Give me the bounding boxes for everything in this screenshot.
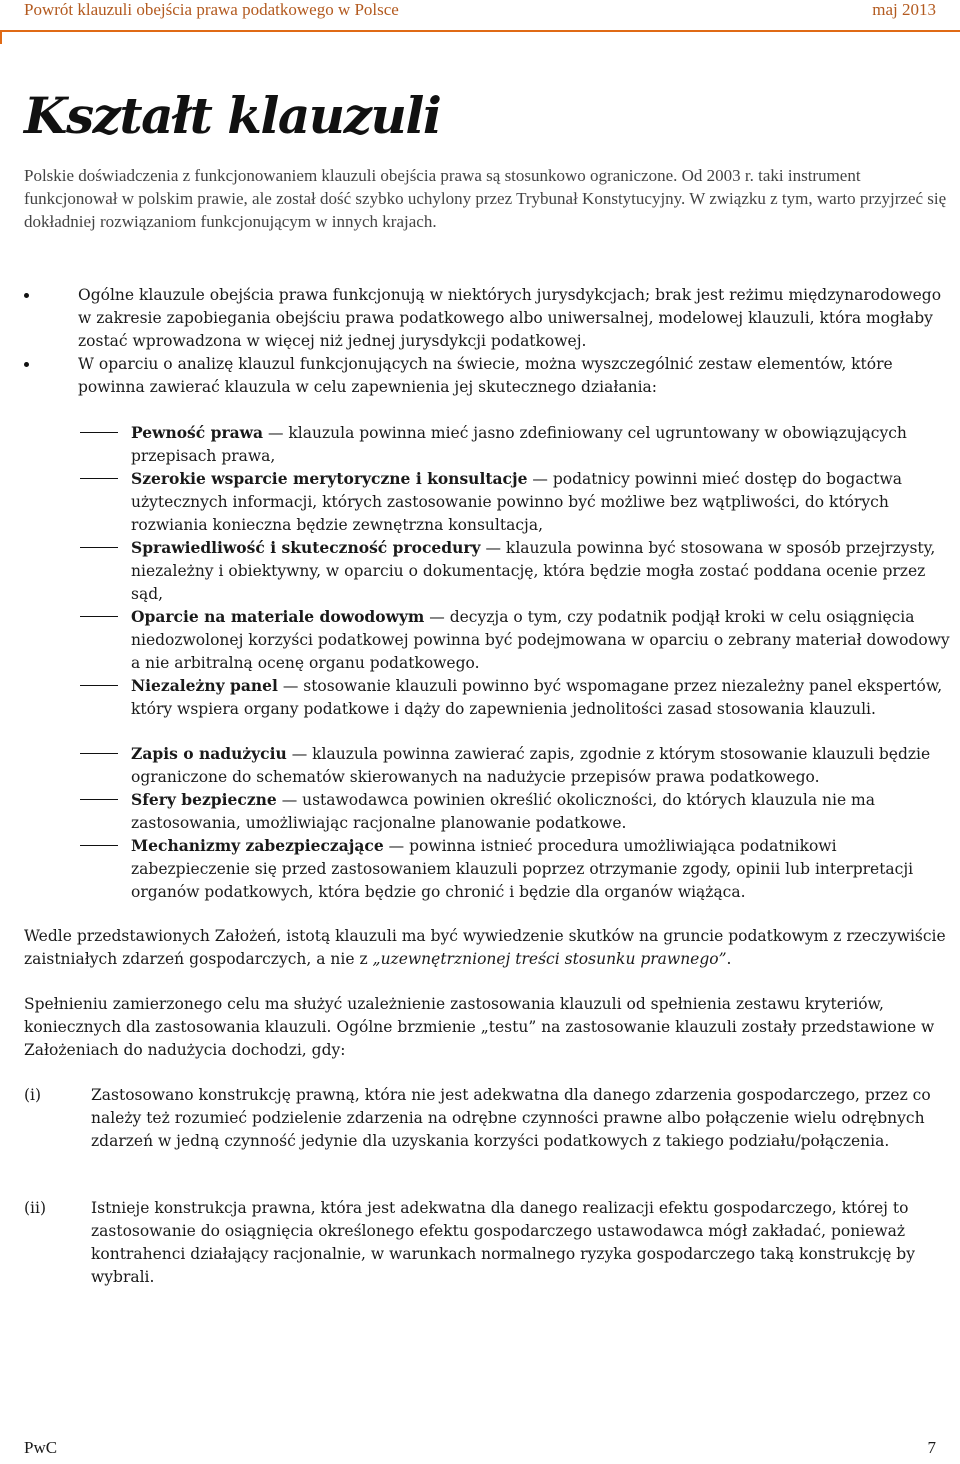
paragraph-essence [24, 925, 954, 971]
element-text: Oparcie na materiale dowodowym — decyzja o tym, czy podatnik podjął kroki w celu osiągnięcia niedozwolonej korzyści podatkowej powinna być podejmowana w oparciu o zebrany materiał dowodowy a nie arbitralną ocenę organu podatkowego. [131, 607, 950, 672]
bullet-dot-icon [24, 293, 29, 298]
criterion-text: Zastosowano konstrukcję prawną, która nie jest adekwatna dla danego zdarzenia gospodarczego, przez co należy też rozumieć podzielenie zdarzenia na odrębne czynności prawne albo połączenie wielu odrębnych zdarzeń w jedną czynność jedynie dla uzyskania korzyści podatkowych z takiego podziału/połączenia. [91, 1086, 931, 1150]
dash-icon [80, 547, 118, 548]
header-title: Powrót klauzuli obejścia prawa podatkowego w Polsce [24, 0, 399, 19]
paragraph-essence-start: Wedle przedstawionych Założeń, istotą klauzuli ma być wywiedzenie skutków na gruncie podatkowym z rzeczywiście zaistniałych zdarzeń gospodarczych, a nie z [24, 927, 946, 968]
dash-icon [80, 432, 118, 433]
dash-icon [80, 616, 118, 617]
criterion-number: (ii) [24, 1199, 47, 1217]
bullet-text: W oparciu o analizę klauzul funkcjonujących na świecie, można wyszczególnić zestaw elementów, które powinna zawierać klauzula w celu zapewnienia jej skutecznego działania: [78, 355, 893, 396]
element-desc: podatnicy powinni mieć dostęp do bogactwa użytecznych informacji, których zastosowanie powinno być możliwe bez wątpliwości, do których rozwiania konieczna będzie zewnętrzna konsultacja, [131, 470, 903, 534]
element-term: Sprawiedliwość i skuteczność procedury [131, 538, 481, 557]
bullet-text: Ogólne klauzule obejścia prawa funkcjonują w niektórych jurysdykcjach; brak jest reżimu międzynarodowego w zakresie zapobiegania obejściu prawa podatkowego albo uniwersalnej, modelowej klauzuli, która mogłaby zostać wprowadzona w więcej niż jednej jurysdykcji podatkowej. [78, 286, 942, 350]
dash-icon [80, 799, 118, 800]
page-footer [24, 1438, 936, 1460]
header-rule-tick [0, 30, 2, 44]
header-date: maj 2013 [872, 0, 936, 19]
intro-paragraph: Polskie doświadczenia z funkcjonowaniem klauzuli obejścia prawa są stosunkowo ograniczone. Od 2003 r. taki instrument funkcjonował w polskim prawie, ale został dość szybko uchylony przez Trybunał Konstytucyjny. W związku z tym, warto przyjrzeć się dokładniej rozwiązaniom funkcjonującym w innych krajach. [24, 166, 947, 231]
element-desc: decyzja o tym, czy podatnik podjął kroki w celu osiągnięcia niedozwolonej korzyści podatkowej powinna być podejmowana w oparciu o zebrany materiał dowodowy a nie arbitralną ocenę organu podatkowego. [131, 608, 950, 672]
dash-icon [80, 753, 118, 754]
paragraph-essence-end: . [726, 950, 732, 968]
element-term: Pewność prawa [131, 423, 264, 442]
element-desc: powinna istnieć procedura umożliwiająca podatnikowi zabezpieczenie się przed zastosowaniem klauzuli poprzez otrzymanie zgody, opinii lub interpretacji organów podatkowych, która będzie go chronić i będzie dla organów wiążąca. [131, 837, 914, 901]
element-desc: stosowanie klauzuli powinno być wspomagane przez niezależny panel ekspertów, który wspiera organy podatkowe i dąży do zapewnienia jednolitości zasad stosowania klauzuli. [131, 677, 943, 718]
page-number: 7 [927, 1438, 936, 1457]
element-text: Szerokie wsparcie merytoryczne i konsultacje — podatnicy powinni mieć dostęp do bogactwa użytecznych informacji, których zastosowanie powinno być możliwe bez wątpliwości, do których rozwiania konieczna będzie zewnętrzna konsultacja, [131, 469, 903, 534]
dash-icon [80, 685, 118, 686]
element-desc: klauzula powinna zawierać zapis, zgodnie z którym stosowanie klauzuli będzie ograniczone do schematów skierowanych na nadużycie przepisów prawa podatkowego. [131, 745, 931, 786]
element-text: Mechanizmy zabezpieczające — powinna istnieć procedura umożliwiająca podatnikowi zabezpieczenie się przed zastosowaniem klauzuli poprzez otrzymanie zgody, opinii lub interpretacji organów podatkowych, która będzie go chronić i będzie dla organów wiążąca. [131, 836, 914, 901]
element-text: Niezależny panel — stosowanie klauzuli powinno być wspomagane przez niezależny panel ekspertów, który wspiera organy podatkowe i dąży do zapewnienia jednolitości zasad stosowania klauzuli. [131, 676, 943, 718]
page-header [24, 0, 936, 22]
dash-icon [80, 478, 118, 479]
paragraph-essence-quote: „uzewnętrznionej treści stosunku prawnego” [372, 950, 727, 968]
criterion-text: Istnieje konstrukcja prawna, która jest adekwatna dla danego realizacji efektu gospodarczego, której to zastosowanie do osiągnięcia określonego efektu gospodarczego ustawodawca mógł zakładać, ponieważ kontrahenci działający racjonalnie, w warunkach normalnego ryzyka gospodarczego taką konstrukcję by wybrali. [91, 1199, 915, 1286]
element-text: Sfery bezpieczne — ustawodawca powinien określić okoliczności, do których klauzula nie ma zastosowania, umożliwiając racjonalne planowanie podatkowe. [131, 790, 875, 832]
element-term: Zapis o nadużyciu [131, 744, 287, 763]
header-rule [0, 30, 960, 32]
section-heading: Kształt klauzuli [24, 86, 441, 145]
element-term: Sfery bezpieczne [131, 790, 277, 809]
bullet-dot-icon [24, 362, 29, 367]
element-text: Sprawiedliwość i skuteczność procedury — klauzula powinna być stosowana w sposób przejrzysty, niezależny i obiektywny, w oparciu o dokumentację, która będzie mogła zostać poddana ocenie przez sąd, [131, 538, 936, 603]
element-term: Mechanizmy zabezpieczające [131, 836, 384, 855]
criterion-number: (i) [24, 1086, 42, 1104]
footer-brand: PwC [24, 1438, 58, 1457]
element-term: Oparcie na materiale dowodowym [131, 607, 425, 626]
element-desc: klauzula powinna mieć jasno zdefiniowany cel ugruntowany w obowiązujących przepisach prawa, [131, 424, 907, 465]
paragraph-criteria-intro: Spełnieniu zamierzonego celu ma służyć uzależnienie zastosowania klauzuli od spełnienia zestawu kryteriów, koniecznych dla zastosowania klauzuli. Ogólne brzmienie „testu” na zastosowanie klauzuli zostały przedstawione w Założeniach do nadużycia dochodzi, gdy: [24, 995, 935, 1059]
element-text: Zapis o nadużyciu — klauzula powinna zawierać zapis, zgodnie z którym stosowanie klauzuli będzie ograniczone do schematów skierowanych na nadużycie przepisów prawa podatkowego. [131, 744, 931, 786]
element-text: Pewność prawa — klauzula powinna mieć jasno zdefiniowany cel ugruntowany w obowiązujących przepisach prawa, [131, 423, 907, 465]
element-term: Niezależny panel [131, 676, 278, 695]
element-desc: ustawodawca powinien określić okoliczności, do których klauzula nie ma zastosowania, umożliwiając racjonalne planowanie podatkowe. [131, 791, 875, 832]
element-term: Szerokie wsparcie merytoryczne i konsultacje [131, 469, 528, 488]
dash-icon [80, 845, 118, 846]
element-desc: klauzula powinna być stosowana w sposób przejrzysty, niezależny i obiektywny, w oparciu o dokumentację, która będzie mogła zostać poddana ocenie przez sąd, [131, 539, 936, 603]
